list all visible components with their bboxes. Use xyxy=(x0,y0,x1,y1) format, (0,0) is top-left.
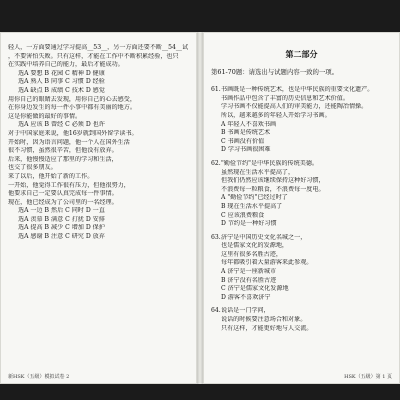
left-line: 选A 感谢 B 注意 C 研究 D 放弃 xyxy=(18,233,105,241)
left-line: 他要求自己一定要认真完成每一件事情。 xyxy=(8,190,118,198)
left-line: 开始时，因为语言问题，他一个人在国外生活 xyxy=(8,138,130,146)
answer-choice: D 游客不喜欢济宁 xyxy=(221,293,271,301)
answer-choice: D 学习书画很困难 xyxy=(221,146,271,154)
left-line: 对于中国家庭来说，他16岁就到国外留学读书。 xyxy=(8,129,138,137)
answer-choice: B 书画是传统艺术 xyxy=(221,129,271,137)
question-line: 说话是一门学问， xyxy=(221,307,270,315)
question-line: 不浪费每一粒粮食，不浪费每一度电。 xyxy=(221,185,325,193)
question-number: 64. xyxy=(211,307,221,315)
question-line: 但我们仍然应该继续保持这种好习惯， xyxy=(221,177,325,185)
left-line: 来了以后，他开始了新的工作。 xyxy=(8,172,94,180)
left-line: 选A 一边 B 然后 C 同时 D 一直 xyxy=(18,207,105,215)
question-line: 济宁是中国历史文化名城之一， xyxy=(221,233,307,241)
left-line: 很不习惯，虽然很辛苦，但他没有放弃。 xyxy=(8,147,118,155)
left-line: 也交了很多朋友。 xyxy=(8,164,57,172)
left-page-content xyxy=(8,44,189,368)
right-page-footer: HSK（五级）第 1 页 xyxy=(344,374,392,380)
question-line: 只有这样，才能更好地与人交流。 xyxy=(221,324,313,332)
question-63 xyxy=(211,234,392,303)
question-line: "勤俭节约"是中华民族的传统美德。 xyxy=(221,159,319,167)
answer-choice: A 济宁是一座新城市 xyxy=(221,268,277,276)
question-line: 虽然现在生活水平提高了， xyxy=(221,168,295,176)
left-line: 选A 缺点 B 成绩 C 技术 D 感觉 xyxy=(18,86,105,94)
left-line: 选A 提高 B 减少 C 增加 D 保护 xyxy=(18,224,105,232)
left-line: 用你自己的眼睛去发现，用你自己的心去感受， xyxy=(8,95,136,103)
left-page xyxy=(0,32,197,384)
question-line: 所以，越来越多的年轻人开始学习书画。 xyxy=(221,111,331,119)
left-line: 一开始，他觉得工作很有压力，但他很努力， xyxy=(8,181,130,189)
left-line: 选A 应该 B 曾经 C 必须 D 也许 xyxy=(18,121,105,129)
question-number: 63. xyxy=(211,233,221,241)
left-page-footer: 新HSK（五级）模拟试卷 2 xyxy=(8,374,70,380)
question-62 xyxy=(211,160,392,229)
question-61 xyxy=(211,86,392,155)
answer-choice: C 应该浪费粮食 xyxy=(221,211,265,219)
left-line: ，不要害怕失败。只有这样，才能在工作中不断积累经验，也只 xyxy=(8,52,179,60)
section-title: 第二部分 xyxy=(285,50,318,59)
right-page-content xyxy=(211,44,392,368)
answer-choice: D 节约是一种好习惯 xyxy=(221,220,277,228)
question-line: 学习书画不仅能提高人们的审美能力，还能陶冶情操。 xyxy=(221,103,368,111)
instruction-text: 第61-70题：请选出与试题内容一致的一项。 xyxy=(211,67,339,76)
question-number: 61. xyxy=(211,86,221,94)
question-line: 也是儒家文化的发源地， xyxy=(221,242,289,250)
question-line: 说话的时候要注意场合和对象。 xyxy=(221,316,307,324)
question-number: 62. xyxy=(211,159,221,167)
left-line: 现在，他已经成为了公司里的一名经理。 xyxy=(8,198,118,206)
left-line: 轻人，一方面要通过学习提高__53__，另一方面还要不断__54__试 xyxy=(8,44,189,51)
answer-choice: C 书画没有价值 xyxy=(221,137,265,145)
left-line: 选A 羡慕 B 满意 C 打扰 D 安排 xyxy=(18,215,105,223)
answer-choice: C 济宁是儒家文化发源地 xyxy=(221,285,289,293)
right-page xyxy=(203,32,400,384)
left-line: 在实践中培养自己的能力，最后才能成功。 xyxy=(8,61,124,69)
answer-choice: A 年轻人不喜欢书画 xyxy=(221,120,277,128)
left-line: 在你身边发生的每一件小事中都有美丽的地方。 xyxy=(8,104,136,112)
question-line: 书画既是一种传统艺术，也是中华民族的重要文化遗产。 xyxy=(221,86,374,94)
question-line: 每年都吸引着大量游客来此参观。 xyxy=(221,259,313,267)
left-line: 后来，他慢慢适应了那里的学习和生活， xyxy=(8,155,118,163)
answer-choice: B 现在生活水平提高了 xyxy=(221,202,283,210)
question-64 xyxy=(211,307,392,333)
answer-choice: B 济宁没有名胜古迹 xyxy=(221,276,277,284)
question-line: 这里有很多名胜古迹， xyxy=(221,250,282,258)
left-line: 选A 熟人 B 同事 C 习惯 D 经验 xyxy=(18,78,105,86)
left-line: 选A 要想 B 花园 C 精神 D 健康 xyxy=(18,69,105,77)
question-line: 书画作品中包含了丰富的历史信息和艺术价值。 xyxy=(221,94,349,102)
left-line: 这是你能做的最好的事情。 xyxy=(8,112,82,120)
answer-choice: A "勤俭节约"已经过时了 xyxy=(221,194,288,202)
